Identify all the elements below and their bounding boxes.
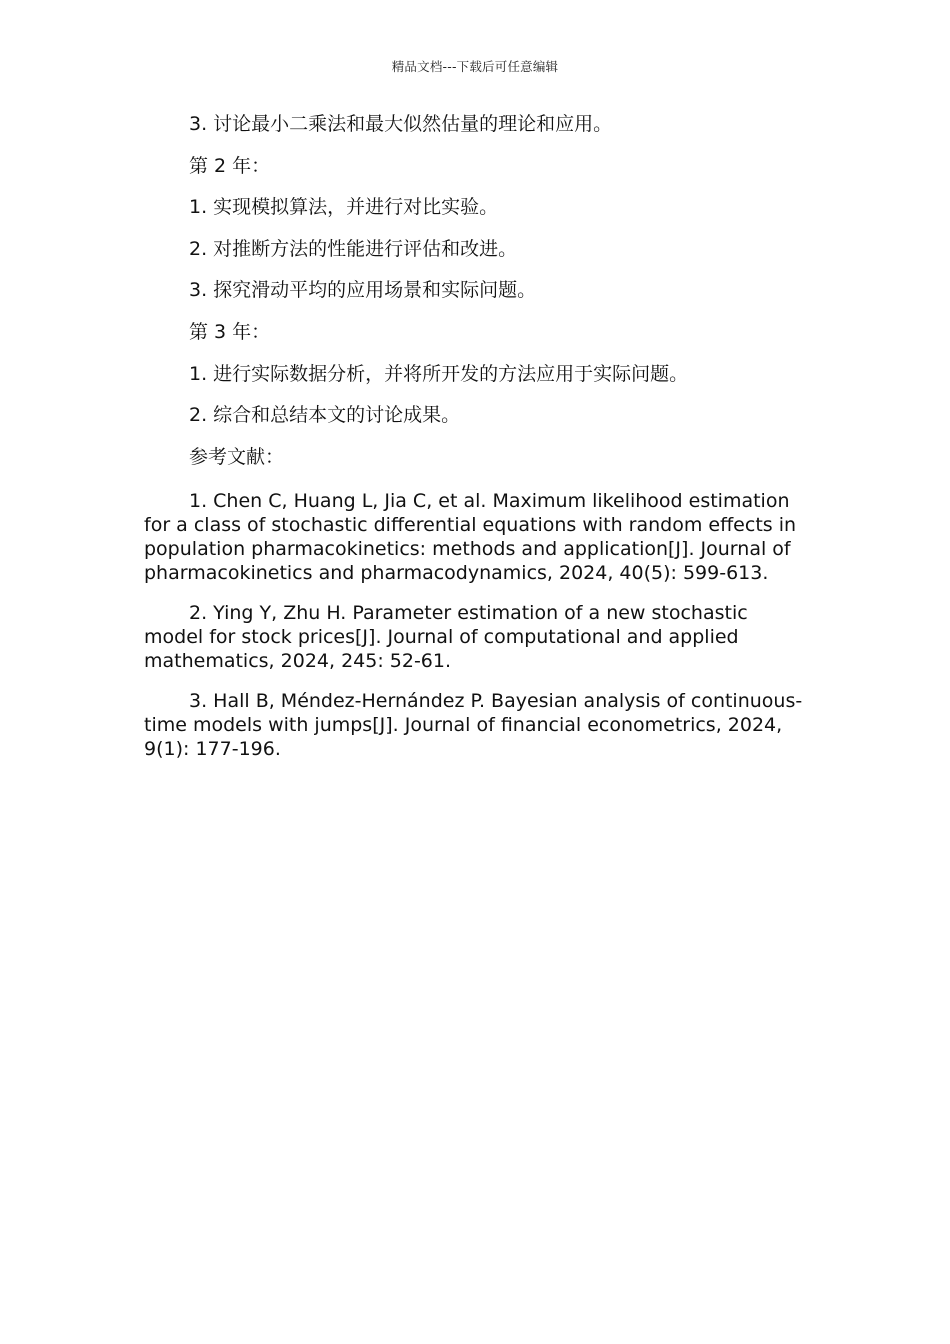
task-item-year2-1: 1. 实现模拟算法，并进行对比实验。 — [189, 196, 499, 219]
references-heading: 参考文献： — [189, 445, 285, 468]
task-item-year2-3: 3. 探究滑动平均的应用场景和实际问题。 — [189, 279, 537, 302]
task-item-year3-1: 1. 进行实际数据分析，并将所开发的方法应用于实际问题。 — [189, 362, 689, 385]
page-header: 精品文档---下载后可任意编辑 — [391, 59, 559, 74]
year-2-heading: 第 2 年： — [189, 154, 271, 177]
reference-item-1: 1. Chen C, Huang L, Jia C, et al. Maximum likelihood estimation for a class of stochastic differential equations with random effects in population pharmacokinetics: methods and application[J]. Journal of pharmacokinetics and pharmacodynamics, 2024, 40(5): 599-613. — [144, 489, 797, 584]
year-3-heading: 第 3 年： — [189, 320, 271, 343]
task-item-year2-2: 2. 对推断方法的性能进行评估和改进。 — [189, 237, 518, 260]
document-body — [144, 112, 809, 777]
reference-item-2: 2. Ying Y, Zhu H. Parameter estimation of a new stochastic model for stock prices[J]. Journal of computational and applied mathematics, 2024, 245: 52-61. — [144, 601, 748, 672]
task-item-year1-3: 3. 讨论最小二乘法和最大似然估量的理论和应用。 — [189, 113, 613, 135]
task-item-year3-2: 2. 综合和总结本文的讨论成果。 — [189, 404, 461, 427]
reference-item-3: 3. Hall B, Méndez-Hernández P. Bayesian analysis of continuous-time models with jumps[J]. Journal of financial econometrics, 2024, 9(1): 177-196. — [144, 689, 803, 760]
